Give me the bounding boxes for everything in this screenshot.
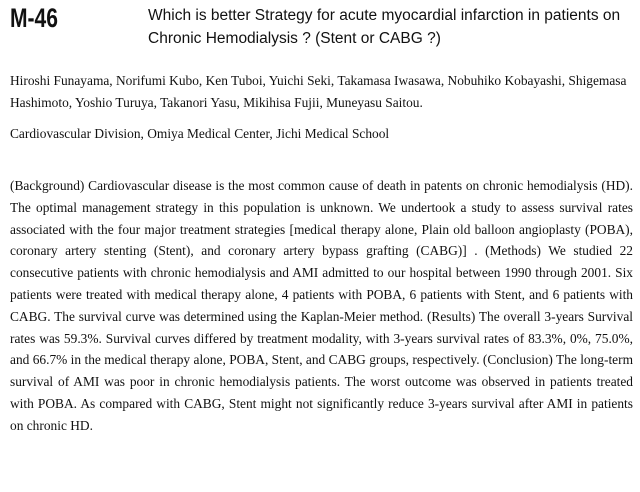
abstract-body: (Background) Cardiovascular disease is the most common cause of death in patents on chronic hemodialysis (HD). The optimal management strategy in this population is unknown. We undertook a study to assess survival rates associated with the four major treatment strategies [medical therapy alone, Plain old balloon angioplasty (POBA), coronary artery stenting (Stent), and coronary artery bypass grafting (CABG)] . (Methods) We studied 22 consecutive patients with chronic hemodialysis and AMI admitted to our hospital between 1990 through 2001. Six patients were treated with medical therapy alone, 4 patients with POBA, 6 patients with Stent, and 6 patients with CABG. The survival curve was determined using the Kaplan-Meier method. (Results) The overall 3-years Survival rates was 59.3%. Survival curves differed by treatment modality, with 3-years survival rates of 83.3%, 0%, 75.0%, and 66.7% in the medical therapy alone, POBA, Stent, and CABG groups, respectively. (Conclusion) The long-term survival of AMI was poor in chronic hemodialysis patients. The worst outcome was observed in patients treated with POBA. As compared with CABG, Stent might not significantly reduce 3-years survival after AMI in patients on chronic HD. <box>10 178 633 433</box>
abstract-code: M-46 <box>10 3 58 33</box>
author-list: Hiroshi Funayama, Norifumi Kubo, Ken Tuboi, Yuichi Seki, Takamasa Iwasawa, Nobuhiko Kobayashi, Shigemasa Hashimoto, Yoshio Turuya, Takanori Yasu, Mikihisa Fujii, Muneyasu Saitou. <box>10 73 627 110</box>
abstract-title: Which is better Strategy for acute myocardial infarction in patients on Chronic Hemodialysis ? (Stent or CABG ?) <box>148 7 621 47</box>
affiliation: Cardiovascular Division, Omiya Medical Center, Jichi Medical School <box>10 126 390 141</box>
